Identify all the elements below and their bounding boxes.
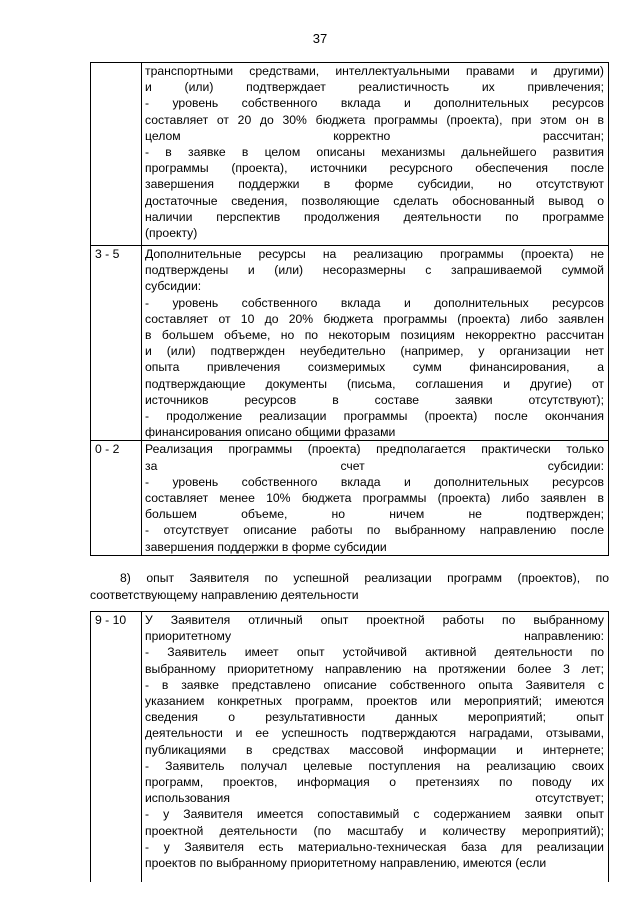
text-line: подтверждены и (или) несоразмерны с запрашиваемой суммой <box>145 263 604 278</box>
criteria-table-experience <box>90 611 609 882</box>
table-row <box>91 63 609 246</box>
text-line: - продолжение реализации программы (проекта) после окончания <box>145 409 604 424</box>
text-line: за счет субсидии: <box>145 458 604 473</box>
text-line: - Заявитель имеет опыт устойчивой активной деятельности по <box>145 645 604 660</box>
text-line: - у Заявителя имеется сопоставимый с содержанием заявки опыт <box>145 807 604 822</box>
text-line: большем объеме, но ничем не подтвержден; <box>145 507 604 522</box>
section-heading <box>90 570 609 604</box>
text-line: и (или) подтвержден неубедительно (например, у организации нет <box>145 344 604 359</box>
description-cell <box>142 63 609 246</box>
score-cell: 3 - 5 <box>91 246 142 441</box>
text-line: - уровень собственного вклада и дополнительных ресурсов <box>145 96 604 111</box>
text-line: 8) опыт Заявителя по успешной реализации программ (проектов), по <box>120 571 609 585</box>
text-line: указанием конкретных программ, проектов или мероприятий; имеются <box>145 694 604 709</box>
text-line: - отсутствует описание работы по выбранному направлению после <box>145 523 604 538</box>
page-number: 37 <box>312 31 328 46</box>
text-line: достаточные сведения, позволяющие сделать обоснованный вывод о <box>145 193 604 208</box>
text-line: - уровень собственного вклада и дополнительных ресурсов <box>145 474 604 489</box>
score-cell: 9 - 10 <box>91 612 142 883</box>
text-line: и (или) подтверждает реалистичность их привлечения; <box>145 80 604 95</box>
text-line: - в заявке представлено описание собственного опыта Заявителя с <box>145 677 604 692</box>
text-line: У Заявителя отличный опыт проектной работы по выбранному <box>145 613 604 627</box>
criteria-table-resources <box>90 62 609 556</box>
text-line: программ, проектов, информация о претензиях по поводу их <box>145 775 604 790</box>
text-line: - уровень собственного вклада и дополнительных ресурсов <box>145 295 604 310</box>
text-line: подтверждающие документы (письма, соглашения и другие) от <box>145 376 604 391</box>
text-line: программы (проекта), источники ресурсного обеспечения после <box>145 161 604 176</box>
text-line: проектной деятельности (по масштабу и количеству мероприятий); <box>145 823 604 838</box>
text-line: деятельности и ее успешность подтверждаются наградами, отзывами, <box>145 726 604 741</box>
text-line: - у Заявителя есть материально-техническая база для реализации <box>145 839 604 854</box>
table-row <box>91 612 609 883</box>
text-line: сведения о результативности данных мероприятий; опыт <box>145 710 604 725</box>
text-line: составляет от 10 до 20% бюджета программы (проекта) либо заявлен <box>145 311 604 326</box>
score-cell <box>91 63 142 246</box>
text-line: Дополнительные ресурсы на реализацию программы (проекта) не <box>145 247 604 261</box>
text-line: финансирования описано общими фразами <box>145 425 396 440</box>
text-line: соответствующему направлению деятельности <box>90 588 359 602</box>
text-line: субсидии: <box>145 279 202 294</box>
text-line: проектов по выбранному приоритетному направлению, имеются (если <box>145 856 547 871</box>
text-line: завершения поддержки в форме субсидии, но отсутствуют <box>145 177 604 192</box>
text-line: составляет от 20 до 30% бюджета программы (проекта), при этом он в <box>145 112 604 127</box>
text-line: (проекту) <box>145 226 198 241</box>
text-line: публикациями в средствах массовой информации и интернете; <box>145 742 604 757</box>
text-line: целом корректно рассчитан; <box>145 128 604 143</box>
text-line: составляет менее 10% бюджета программы (проекта) либо заявлен в <box>145 491 604 506</box>
score-cell: 0 - 2 <box>91 441 142 556</box>
text-line: транспортными средствами, интеллектуальными правами и другими) <box>145 64 604 78</box>
text-line: источников ресурсов в составе заявки отсутствуют); <box>145 392 604 407</box>
text-line: выбранному приоритетному направлению на протяжении более 3 лет; <box>145 661 604 676</box>
text-line: - Заявитель получал целевые поступления на реализацию своих <box>145 758 604 773</box>
table-row <box>91 441 609 556</box>
description-cell <box>142 612 609 883</box>
text-line: - в заявке в целом описаны механизмы дальнейшего развития <box>145 145 604 160</box>
text-line: Реализация программы (проекта) предполагается практически только <box>145 442 604 457</box>
description-cell <box>142 246 609 441</box>
text-line: опыта привлечения соизмеримых сумм финансирования, а <box>145 360 604 375</box>
text-line: приоритетному направлению: <box>145 629 604 644</box>
description-cell <box>142 441 609 556</box>
text-line: в большем объеме, но по некоторым позициям некорректно рассчитан <box>145 328 604 343</box>
text-line: наличии перспектив продолжения деятельности по программе <box>145 209 604 224</box>
text-line: использования отсутствует; <box>145 791 604 806</box>
table-row <box>91 246 609 441</box>
text-line: завершения поддержки в форме субсидии <box>145 539 387 554</box>
